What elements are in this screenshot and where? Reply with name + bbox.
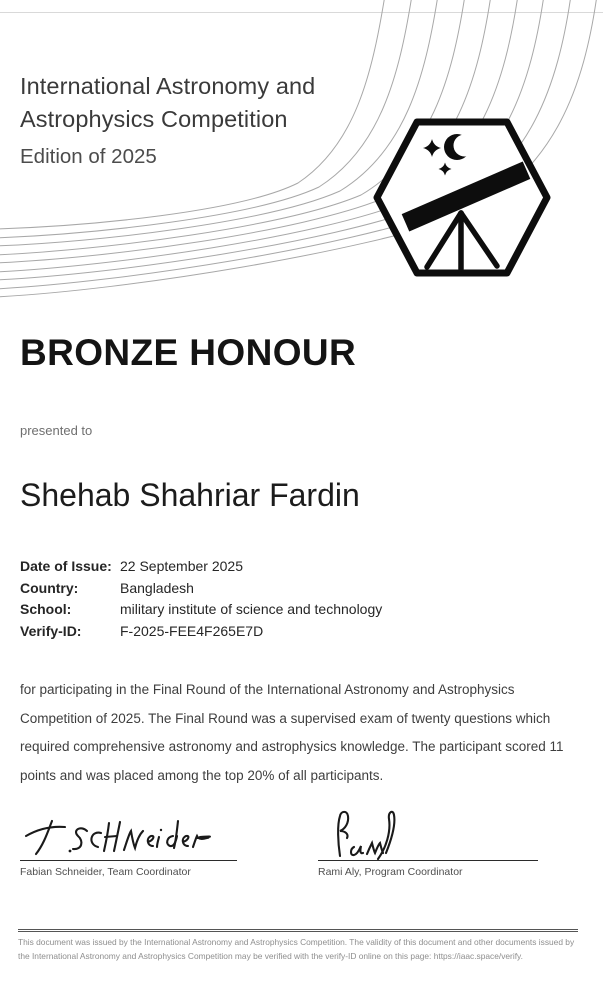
signature-line (318, 860, 538, 861)
detail-label: Country: (20, 579, 79, 596)
detail-label: Verify-ID: (20, 622, 82, 639)
competition-title (20, 70, 315, 169)
detail-label: School: (20, 601, 72, 617)
edition-label: Edition of 2025 (20, 145, 157, 168)
signature-scribble-fschneider (20, 810, 237, 860)
detail-row-verify-id (20, 621, 382, 643)
footer-divider (18, 929, 578, 932)
signatory-title: Fabian Schneider, Team Coordinator (20, 866, 191, 878)
detail-row-country (20, 578, 382, 600)
recipient-name: Shehab Shahriar Fardin (20, 477, 360, 513)
detail-value: 22 September 2025 (120, 558, 243, 574)
signatory-title: Rami Aly, Program Coordinator (318, 866, 463, 878)
footer (18, 929, 578, 963)
detail-value: military institute of science and technology (120, 601, 383, 617)
presented-to-label: presented to (20, 423, 93, 438)
footer-disclaimer: This document was issued by the International Astronomy and Astrophysics Competition. The validity of this document and other documents issued by the International Astronomy and Astrophysics Competition may be verified with the verify-ID online on this page: https://iaac.space/verify. (18, 937, 575, 961)
detail-row-date (20, 556, 382, 578)
signature-scribble-rami (318, 810, 538, 860)
title-line-1: International Astronomy and (20, 73, 316, 99)
detail-value: Bangladesh (120, 579, 194, 596)
title-line-2: Astrophysics Competition (20, 106, 288, 132)
honour-title: BRONZE HONOUR (20, 332, 357, 373)
certificate-details (20, 556, 382, 642)
detail-label: Date of Issue: (20, 558, 112, 574)
detail-row-school (20, 599, 382, 621)
signature-block-team-coordinator (20, 810, 237, 878)
signature-line (20, 860, 237, 861)
signature-block-program-coordinator (318, 810, 538, 878)
detail-value: F-2025-FEE4F265E7D (120, 622, 264, 639)
award-description: for participating in the Final Round of the International Astronomy and Astrophysics Competition of 2025. The Final Round was a supervised exam of twenty questions which required comprehensive astronomy and astrophysics knowledge. The participant scored 11 points and was placed among the top 20% of all participants. (20, 682, 564, 783)
iaac-logo (377, 122, 547, 273)
